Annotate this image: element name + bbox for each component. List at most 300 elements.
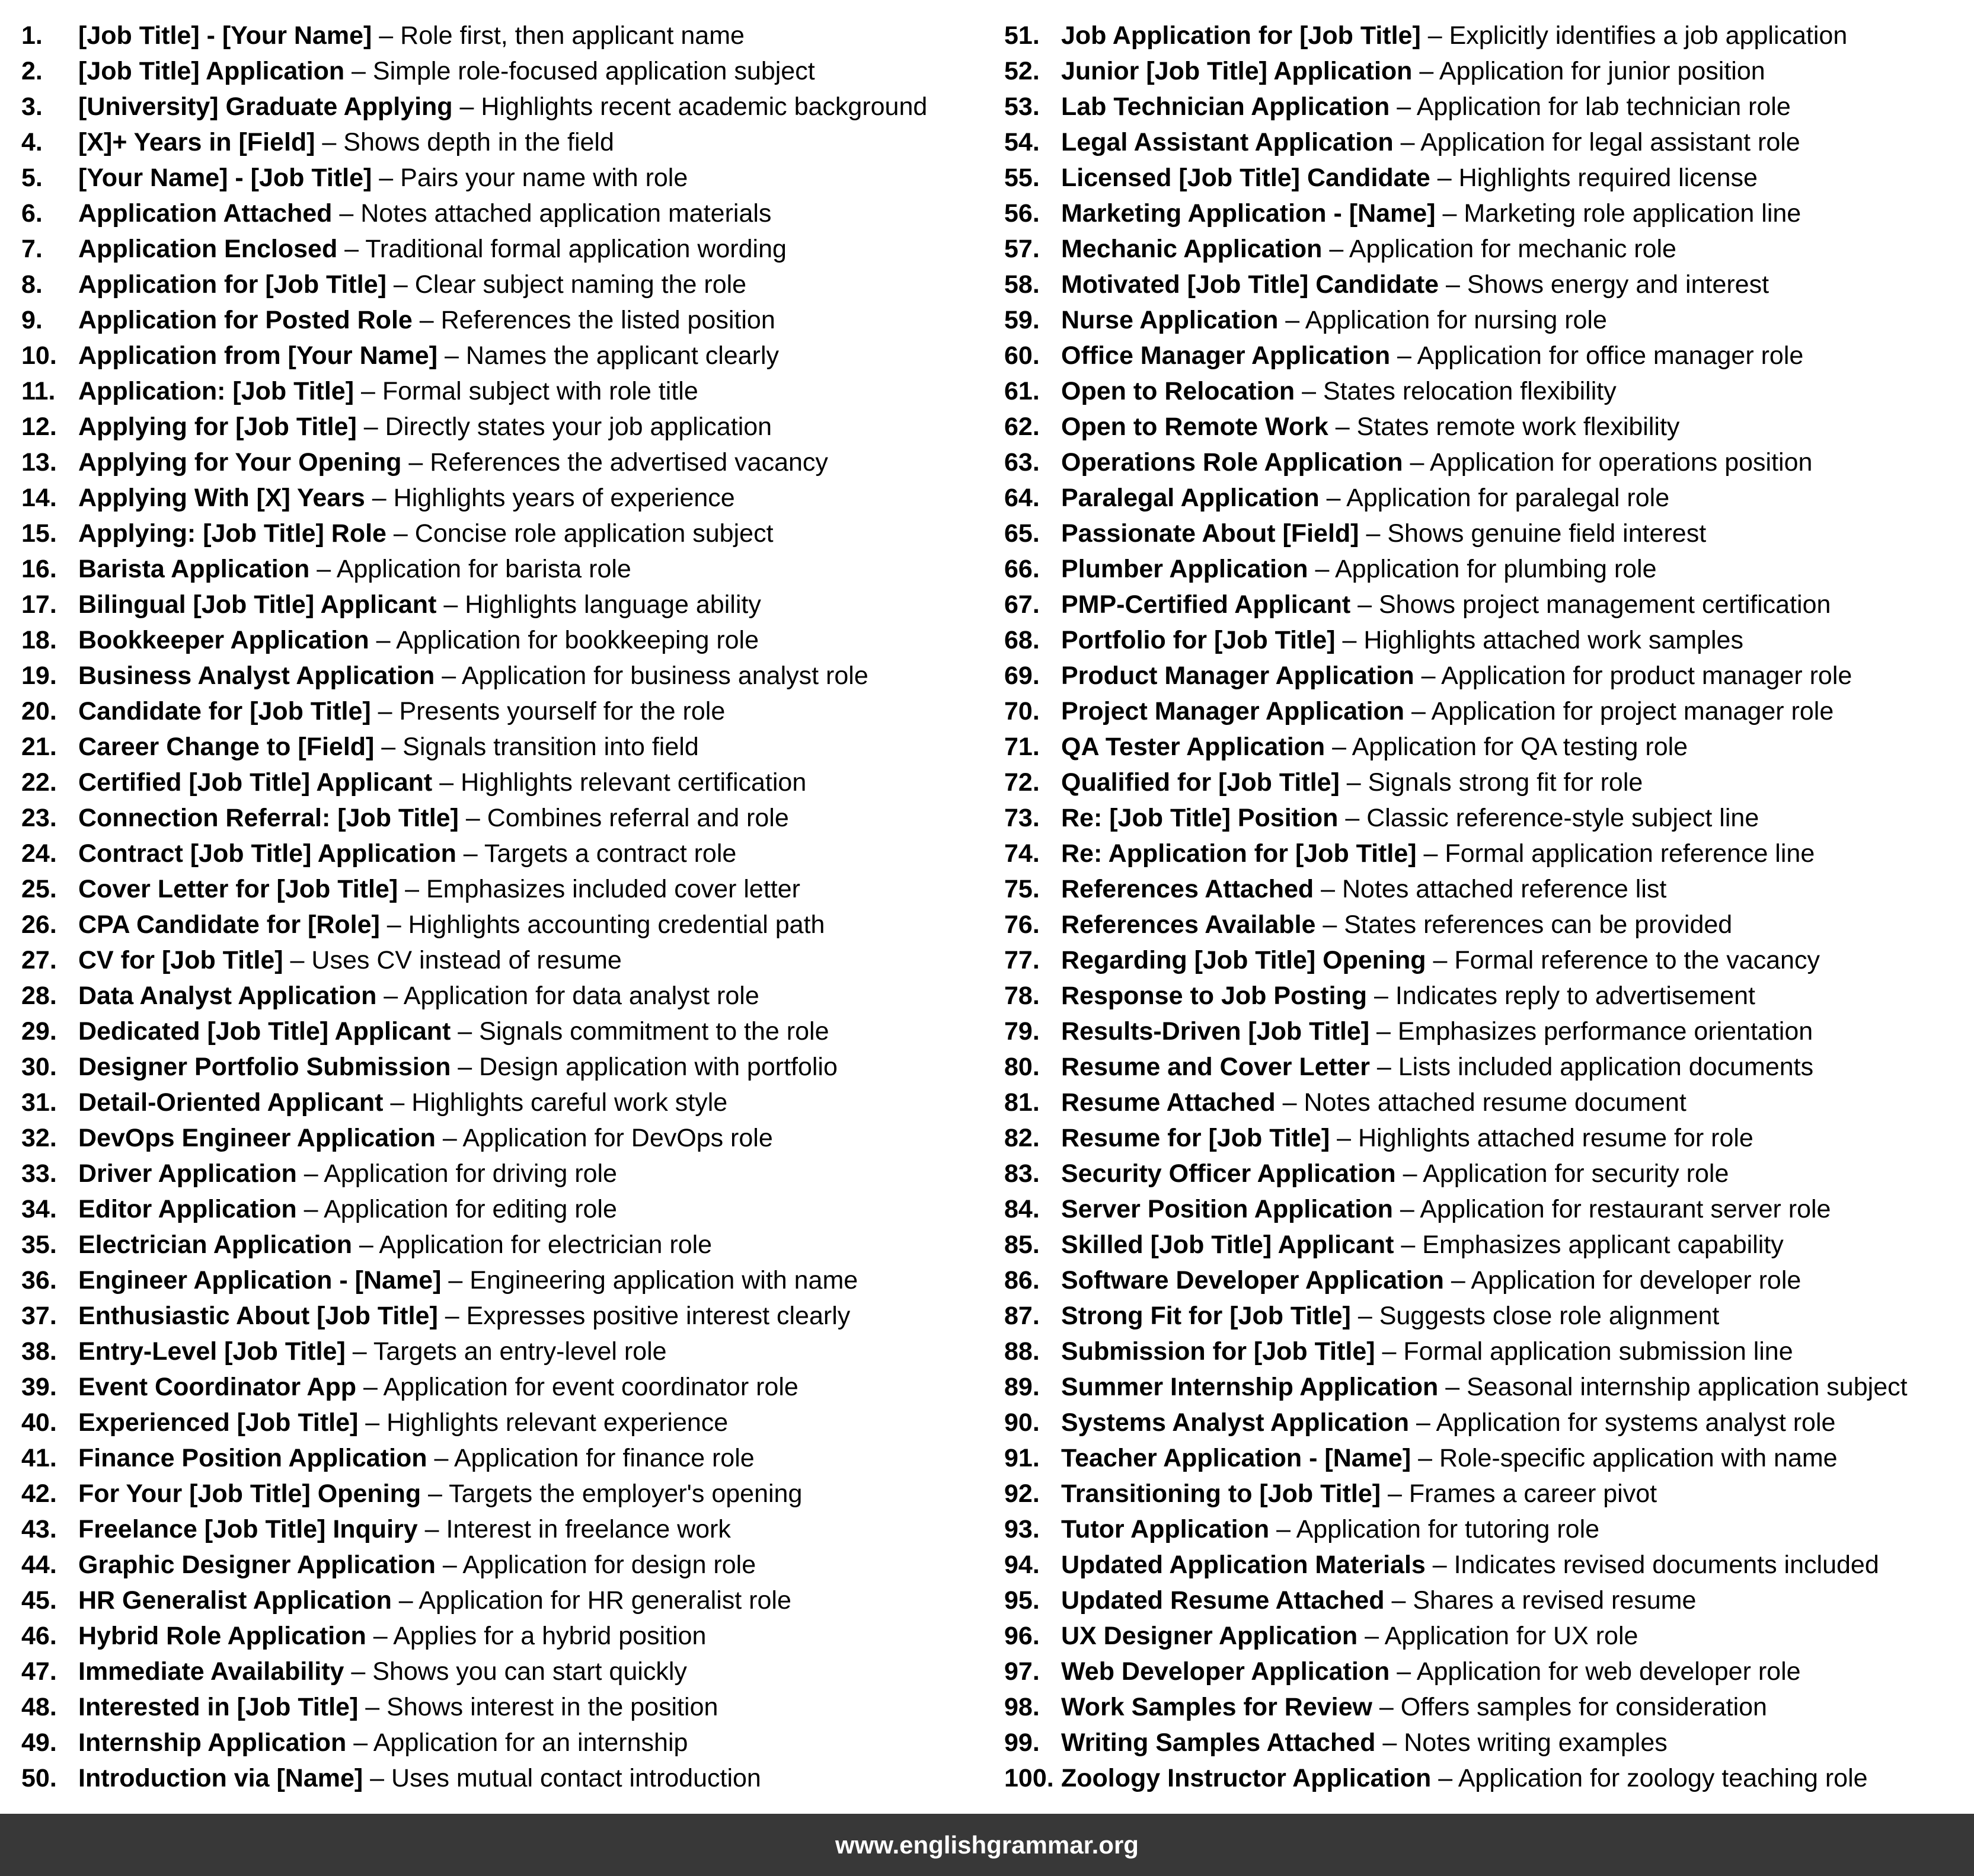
subject-line-description: Combines referral and role [487,804,789,832]
subject-line-description: Application for electrician role [379,1231,713,1259]
subject-line-term: Application Enclosed [78,235,338,263]
subject-line-description: Highlights relevant certification [461,768,807,797]
subject-line-description: Highlights accounting credential path [408,910,825,939]
item-number: 80. [1004,1053,1040,1081]
subject-line-term: Event Coordinator App [78,1373,357,1401]
subject-line-description: Application for systems analyst role [1436,1408,1836,1437]
separator-dash: – [391,1586,419,1615]
list-item [1004,196,1965,231]
separator-dash: – [1278,306,1305,334]
subject-line-description: Application for QA testing role [1352,733,1688,761]
subject-line-description: Highlights required license [1458,164,1758,192]
separator-dash: – [451,1053,480,1081]
subject-line-description: Application for lab technician role [1416,92,1791,121]
item-number: 4. [21,128,43,156]
list-item [1004,1014,1965,1049]
subject-line-description: Application for junior position [1439,57,1765,85]
subject-line-description: Uses CV instead of resume [311,946,622,974]
subject-line-description: Application for editing role [324,1195,617,1223]
list-item [21,89,988,124]
item-number: 38. [21,1337,57,1366]
item-number: 17. [21,590,57,619]
item-number: 82. [1004,1124,1040,1152]
item-number: 67. [1004,590,1040,619]
subject-line-term: Office Manager Application [1061,341,1391,370]
subject-line-description: Indicates revised documents included [1454,1551,1879,1579]
separator-dash: – [1275,1088,1304,1117]
separator-dash: – [296,1195,324,1223]
subject-line-description: Frames a career pivot [1408,1479,1657,1508]
subject-line-description: Notes writing examples [1404,1728,1668,1757]
item-number: 45. [21,1586,57,1615]
subject-line-description: Shows you can start quickly [372,1657,687,1686]
list-item [1004,1369,1965,1405]
subject-line-description: Application for design role [462,1551,756,1579]
list-item [1004,765,1965,800]
subject-line-description: Emphasizes applicant capability [1422,1231,1784,1259]
list-item [1004,338,1965,373]
separator-dash: – [435,1124,463,1152]
subject-line-term: CPA Candidate for [Role] [78,910,380,939]
separator-dash: – [1369,1017,1398,1046]
subject-line-description: Emphasizes included cover letter [426,875,800,903]
list-item [1004,373,1965,409]
subject-line-term: References Available [1061,910,1316,939]
separator-dash: – [421,1479,449,1508]
list-item [1004,1547,1965,1583]
item-number: 46. [21,1622,57,1650]
subject-line-term: Engineer Application - [Name] [78,1266,442,1295]
item-number: 42. [21,1479,57,1508]
separator-dash: – [1375,1337,1404,1366]
item-number: 41. [21,1444,57,1472]
list-item [21,587,988,622]
subject-line-description: Application for zoology teaching role [1458,1764,1868,1792]
list-item [1004,1334,1965,1369]
subject-line-term: Entry-Level [Job Title] [78,1337,346,1366]
subject-line-description: Clear subject naming the role [414,270,747,299]
separator-dash: – [370,697,400,726]
list-item [21,1014,988,1049]
list-item [1004,1263,1965,1298]
subject-line-term: Data Analyst Application [78,982,377,1010]
subject-line-term: Contract [Job Title] Application [78,839,456,868]
separator-dash: – [1315,910,1344,939]
item-number: 81. [1004,1088,1040,1117]
list-item [1004,1298,1965,1334]
subject-line-description: Notes attached application materials [360,199,772,228]
subject-line-description: Highlights attached resume for role [1357,1124,1753,1152]
subject-line-description: Formal application reference line [1445,839,1815,868]
item-number: 6. [21,199,43,228]
subject-line-term: Applying for [Job Title] [78,413,357,441]
list-item [1004,1760,1965,1796]
item-number: 63. [1004,448,1040,477]
list-item [1004,409,1965,445]
list-item [21,1440,988,1476]
separator-dash: – [1404,697,1432,726]
subject-line-term: Plumber Application [1061,555,1308,583]
subject-line-description: Shares a revised resume [1413,1586,1697,1615]
list-item [1004,1405,1965,1440]
subject-line-term: Cover Letter for [Job Title] [78,875,398,903]
separator-dash: – [427,1444,454,1472]
list-item [21,1405,988,1440]
subject-line-description: Targets the employer's opening [449,1479,803,1508]
item-number: 62. [1004,413,1040,441]
item-number: 91. [1004,1444,1040,1472]
subject-line-term: Graphic Designer Application [78,1551,436,1579]
list-item [1004,1511,1965,1547]
separator-dash: – [1395,1159,1423,1188]
subject-line-description: Signals commitment to the role [479,1017,829,1046]
item-number: 50. [21,1764,57,1792]
list-item [1004,124,1965,160]
item-number: 26. [21,910,57,939]
item-number: 54. [1004,128,1040,156]
subject-line-description: Application for data analyst role [403,982,759,1010]
separator-dash: – [1339,768,1368,797]
item-number: 30. [21,1053,57,1081]
item-number: 93. [1004,1515,1040,1543]
item-number: 68. [1004,626,1040,654]
list-item [21,978,988,1014]
subject-line-term: Licensed [Job Title] Candidate [1061,164,1430,192]
subject-line-description: Application for finance role [453,1444,755,1472]
subject-line-description: Application for mechanic role [1349,235,1676,263]
item-number: 61. [1004,377,1040,405]
subject-line-term: Transitioning to [Job Title] [1061,1479,1381,1508]
subject-line-term: Legal Assistant Application [1061,128,1394,156]
subject-line-description: Application for barista role [336,555,631,583]
subject-line-term: Job Application for [Job Title] [1061,21,1421,50]
separator-dash: – [1390,1657,1417,1686]
subject-line-description: Application for HR generalist role [419,1586,791,1615]
list-item [21,1654,988,1689]
separator-dash: – [372,164,401,192]
item-number: 57. [1004,235,1040,263]
subject-line-term: Detail-Oriented Applicant [78,1088,384,1117]
separator-dash: – [369,626,397,654]
item-number: 94. [1004,1551,1040,1579]
separator-dash: – [366,1622,394,1650]
list-item [21,1049,988,1085]
separator-dash: – [1430,164,1459,192]
list-item [1004,871,1965,907]
subject-line-term: Editor Application [78,1195,297,1223]
list-item [21,267,988,302]
footer-website: www.englishgrammar.org [835,1830,1139,1859]
subject-line-term: Enthusiastic About [Job Title] [78,1302,438,1330]
subject-line-description: Applies for a hybrid position [393,1622,707,1650]
separator-dash: – [456,839,484,868]
separator-dash: – [1269,1515,1296,1543]
separator-dash: – [417,1515,446,1543]
item-number: 9. [21,306,43,334]
right-column-list [1004,18,1965,1796]
subject-line-description: Lists included application documents [1398,1053,1814,1081]
subject-line-term: Application: [Job Title] [78,377,354,405]
subject-line-term: Bilingual [Job Title] Applicant [78,590,437,619]
list-item [1004,907,1965,942]
item-number: 28. [21,982,57,1010]
subject-line-description: Role first, then applicant name [400,21,745,50]
subject-line-term: HR Generalist Application [78,1586,392,1615]
item-number: 43. [21,1515,57,1543]
subject-line-description: Interest in freelance work [446,1515,731,1543]
subject-line-term: Application from [Your Name] [78,341,438,370]
subject-line-term: Resume and Cover Letter [1061,1053,1370,1081]
separator-dash: – [1393,128,1421,156]
separator-dash: – [432,768,461,797]
subject-line-term: Passionate About [Field] [1061,519,1359,548]
subject-line-description: Application for business analyst role [461,661,868,690]
subject-line-description: Offers samples for consideration [1400,1693,1767,1721]
subject-line-term: QA Tester Application [1061,733,1325,761]
subject-line-term: Submission for [Job Title] [1061,1337,1375,1366]
separator-dash: – [1359,519,1388,548]
subject-line-term: Applying With [X] Years [78,484,365,512]
list-item [1004,1120,1965,1156]
separator-dash: – [435,661,462,690]
list-item [21,1725,988,1760]
subject-line-description: Application for web developer role [1416,1657,1801,1686]
subject-line-description: States references can be provided [1344,910,1733,939]
separator-dash: – [376,982,404,1010]
list-item [21,1369,988,1405]
subject-line-term: For Your [Job Title] Opening [78,1479,421,1508]
list-item [1004,516,1965,551]
item-number: 27. [21,946,57,974]
subject-line-term: PMP-Certified Applicant [1061,590,1351,619]
subject-line-description: Uses mutual contact introduction [391,1764,761,1792]
separator-dash: – [352,1231,379,1259]
separator-dash: – [358,1693,387,1721]
item-number: 34. [21,1195,57,1223]
item-number: 11. [21,377,56,405]
list-item [1004,1156,1965,1191]
separator-dash: – [437,341,466,370]
separator-dash: – [1375,1728,1404,1757]
item-number: 100. [1004,1764,1054,1792]
subject-line-term: Career Change to [Field] [78,733,375,761]
list-item [1004,1725,1965,1760]
item-number: 7. [21,235,43,263]
separator-dash: – [1425,1551,1454,1579]
separator-dash: – [1295,377,1323,405]
subject-line-term: Internship Application [78,1728,347,1757]
list-item [21,765,988,800]
subject-line-description: Explicitly identifies a job application [1449,21,1848,50]
subject-line-term: Bookkeeper Application [78,626,369,654]
separator-dash: – [1372,1693,1401,1721]
subject-line-description: Shows genuine field interest [1387,519,1707,548]
list-item [1004,693,1965,729]
subject-line-description: Expresses positive interest clearly [466,1302,851,1330]
subject-line-term: [Job Title] - [Your Name] [78,21,372,50]
separator-dash: – [1314,875,1342,903]
subject-line-description: Highlights language ability [465,590,761,619]
item-number: 60. [1004,341,1040,370]
item-number: 20. [21,697,57,726]
item-number: 1. [21,21,43,50]
separator-dash: – [1392,1195,1420,1223]
separator-dash: – [1381,1479,1409,1508]
list-item [1004,480,1965,516]
subject-line-description: Notes attached reference list [1342,875,1667,903]
subject-line-term: Designer Portfolio Submission [78,1053,451,1081]
subject-line-description: Highlights years of experience [393,484,735,512]
subject-line-description: Simple role-focused application subject [372,57,815,85]
list-item [21,1298,988,1334]
subject-line-description: Indicates reply to advertisement [1395,982,1755,1010]
subject-line-term: Strong Fit for [Job Title] [1061,1302,1351,1330]
list-item [21,658,988,693]
item-number: 72. [1004,768,1040,797]
subject-line-term: Open to Relocation [1061,377,1295,405]
subject-line-description: Highlights careful work style [411,1088,728,1117]
item-number: 29. [21,1017,57,1046]
item-number: 16. [21,555,57,583]
separator-dash: – [458,804,487,832]
separator-dash: – [1412,57,1439,85]
subject-line-term: Web Developer Application [1061,1657,1390,1686]
list-item [21,1263,988,1298]
subject-line-term: Nurse Application [1061,306,1279,334]
subject-line-term: Work Samples for Review [1061,1693,1372,1721]
list-item [21,1583,988,1618]
subject-line-term: Applying: [Job Title] Role [78,519,387,548]
subject-line-description: Shows interest in the position [387,1693,718,1721]
item-number: 88. [1004,1337,1040,1366]
separator-dash: – [337,235,366,263]
subject-line-description: Signals transition into field [403,733,699,761]
subject-line-term: CV for [Job Title] [78,946,283,974]
subject-line-term: Paralegal Application [1061,484,1320,512]
item-number: 32. [21,1124,57,1152]
list-item [1004,1476,1965,1511]
subject-line-term: Freelance [Job Title] Inquiry [78,1515,418,1543]
separator-dash: – [1431,1764,1458,1792]
list-item [21,160,988,196]
subject-line-term: Interested in [Job Title] [78,1693,359,1721]
list-item [21,18,988,53]
item-number: 22. [21,768,57,797]
list-item [21,1156,988,1191]
subject-line-term: Product Manager Application [1061,661,1414,690]
list-item [21,871,988,907]
separator-dash: – [1426,946,1455,974]
list-item [21,480,988,516]
separator-dash: – [1335,626,1364,654]
subject-line-description: Formal application submission line [1403,1337,1793,1366]
item-number: 56. [1004,199,1040,228]
separator-dash: – [436,590,465,619]
separator-dash: – [1414,661,1442,690]
subject-line-term: Marketing Application - [Name] [1061,199,1436,228]
subject-line-term: Teacher Application - [Name] [1061,1444,1411,1472]
separator-dash: – [356,1373,384,1401]
list-item [21,1334,988,1369]
list-item [21,302,988,338]
subject-line-description: Application for DevOps role [462,1124,773,1152]
subject-line-description: Application for driving role [324,1159,617,1188]
subject-line-description: Application for tutoring role [1296,1515,1600,1543]
separator-dash: – [332,199,361,228]
item-number: 8. [21,270,43,299]
subject-line-description: Application for bookkeeping role [396,626,759,654]
separator-dash: – [412,306,441,334]
item-number: 71. [1004,733,1040,761]
list-item [1004,1440,1965,1476]
separator-dash: – [401,448,430,477]
separator-dash: – [1394,1231,1423,1259]
item-number: 75. [1004,875,1040,903]
list-item [1004,1583,1965,1618]
subject-line-term: Business Analyst Application [78,661,435,690]
list-item [1004,267,1965,302]
item-number: 5. [21,164,43,192]
list-item [1004,1085,1965,1120]
list-item [21,1085,988,1120]
subject-line-description: Application for nursing role [1305,306,1607,334]
list-item [1004,160,1965,196]
subject-line-term: Application for [Job Title] [78,270,387,299]
subject-line-term: Motivated [Job Title] Candidate [1061,270,1439,299]
item-number: 36. [21,1266,57,1295]
list-item [1004,587,1965,622]
list-item [21,729,988,765]
subject-line-term: [Job Title] Application [78,57,345,85]
subject-line-description: Seasonal internship application subject [1467,1373,1908,1401]
separator-dash: – [386,270,415,299]
separator-dash: – [1338,804,1367,832]
separator-dash: – [1435,199,1464,228]
subject-line-term: Candidate for [Job Title] [78,697,371,726]
item-number: 58. [1004,270,1040,299]
subject-line-term: Regarding [Job Title] Opening [1061,946,1426,974]
item-number: 37. [21,1302,57,1330]
separator-dash: – [1403,448,1430,477]
item-number: 98. [1004,1693,1040,1721]
subject-line-term: Barista Application [78,555,310,583]
separator-dash: – [1319,484,1347,512]
list-item [1004,231,1965,267]
item-number: 64. [1004,484,1040,512]
list-item [21,693,988,729]
list-item [21,53,988,89]
item-number: 52. [1004,57,1040,85]
subject-line-term: Application Attached [78,199,333,228]
item-number: 12. [21,413,57,441]
list-item [21,516,988,551]
subject-line-description: Application for paralegal role [1346,484,1670,512]
left-column-list [21,18,988,1796]
separator-dash: – [1439,270,1467,299]
item-number: 76. [1004,910,1040,939]
subject-line-term: Hybrid Role Application [78,1622,366,1650]
item-number: 25. [21,875,57,903]
separator-dash: – [1367,982,1395,1010]
subject-line-term: Dedicated [Job Title] Applicant [78,1017,451,1046]
separator-dash: – [346,1728,373,1757]
subject-line-description: States remote work flexibility [1356,413,1680,441]
item-number: 90. [1004,1408,1040,1437]
list-item [21,338,988,373]
separator-dash: – [451,1017,480,1046]
list-item [21,1689,988,1725]
separator-dash: – [1390,92,1417,121]
